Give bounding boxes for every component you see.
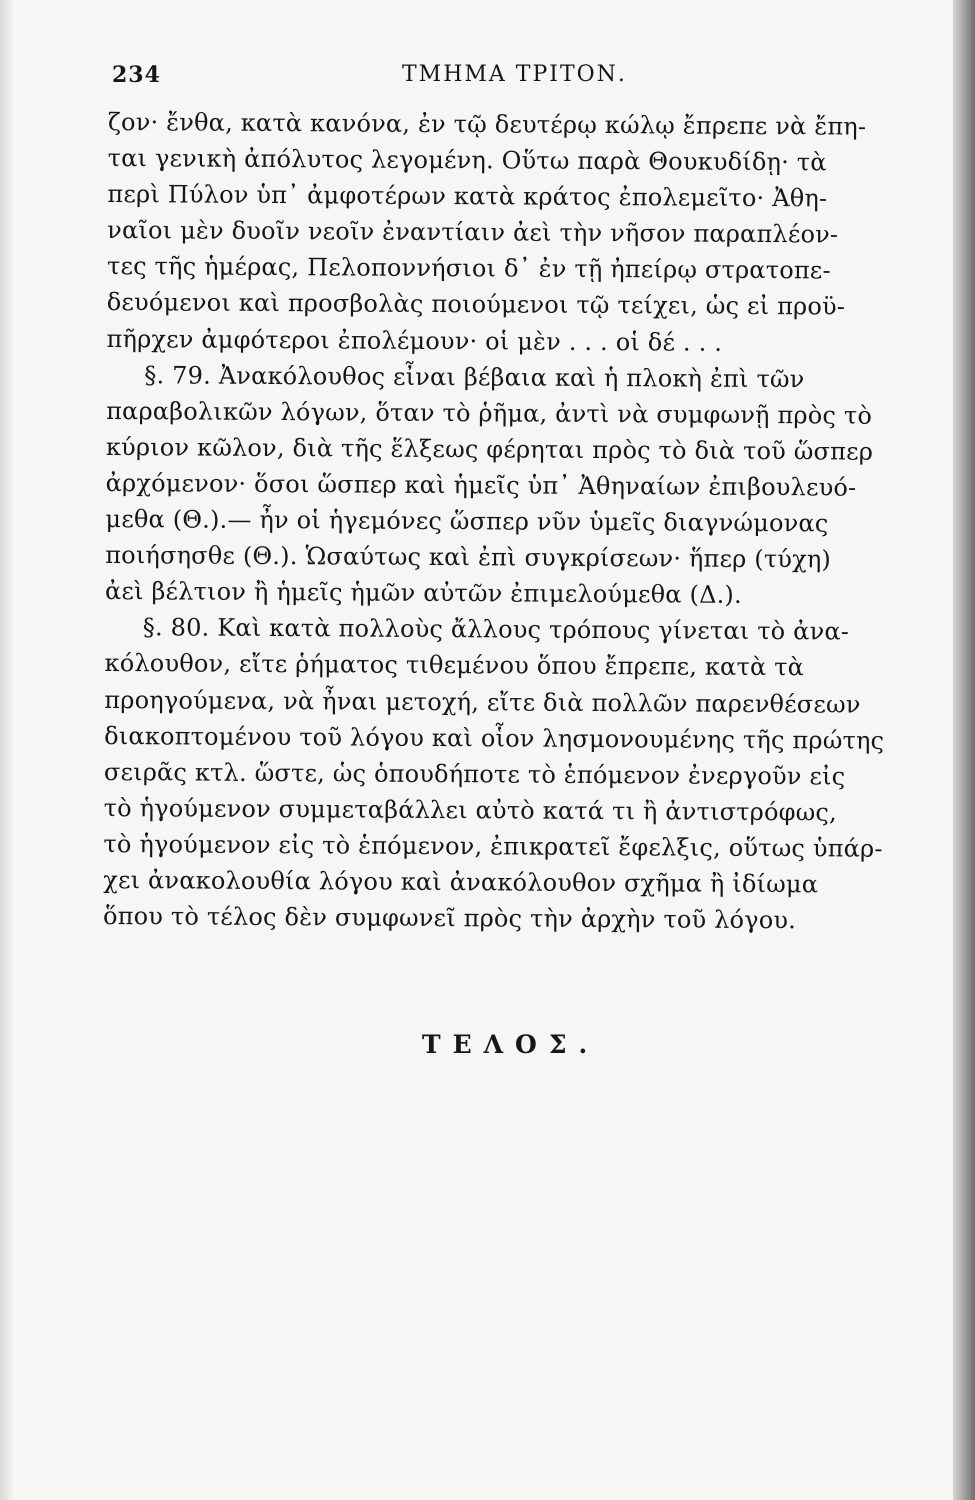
page-gutter-shadow	[0, 0, 14, 1500]
text-line: ἀεὶ βέλτιον ἢ ἡμεῖς ἡμῶν αὐτῶν ἐπιμελούμεθα (Δ.).	[104, 577, 742, 610]
body-text	[102, 104, 885, 939]
text-line: προηγούμενα, νὰ ἦναι μετοχή, εἴτε διὰ πολλῶν παρενθέσεων	[104, 685, 861, 719]
text-line: κόλουθον, εἴτε ῥήματος τιθεμένου ὅπου ἔπρεπε, κατὰ τὰ	[104, 649, 805, 682]
page-edge-shadow	[953, 0, 975, 1500]
text-line: δευόμενοι καὶ προσβολὰς ποιούμενοι τῷ τείχει, ὡς εἰ προϋ-	[106, 288, 846, 321]
text-line: ται γενικὴ ἀπόλυτος λεγομένη. Οὕτω παρὰ Θουκυδίδῃ· τὰ	[107, 144, 827, 177]
page-number: 234	[112, 62, 161, 88]
section-80-start: §. 80. Καὶ κατὰ πολλοὺς ἄλλους τρόπους γίνεται τὸ ἀνα-	[142, 613, 850, 646]
text-line: μεθα (Θ.).— ἦν οἱ ἡγεμόνες ὥσπερ νῦν ὑμεῖς διαγνώμονας	[105, 505, 829, 538]
text-line: ναῖοι μὲν δυοῖν νεοῖν ἐναντίαιν ἀεὶ τὴν νῆσον παραπλέον-	[107, 216, 839, 249]
text-line: ἀρχόμενον· ὅσοι ὥσπερ καὶ ἡμεῖς ὑπ᾽ Ἀθηναίων ἐπιβουλευό-	[105, 468, 857, 502]
text-line: τὸ ἡγούμενον εἰς τὸ ἑπόμενον, ἐπικρατεῖ ἔφελξις, οὕτως ὑπάρ-	[103, 829, 883, 863]
text-line: τες τῆς ἡμέρας, Πελοποννήσιοι δ᾽ ἐν τῇ ἠπείρῳ στρατοπε-	[106, 252, 831, 285]
text-line: χει ἀνακολουθία λόγου καὶ ἀνακόλουθον σχῆμα ἢ ἰδίωμα	[103, 865, 819, 899]
text-line: κύριον κῶλον, διὰ τῆς ἕλξεως φέρηται πρὸς τὸ διὰ τοῦ ὥσπερ	[105, 432, 874, 466]
end-mark: ΤΕΛΟΣ.	[422, 1030, 600, 1059]
text-line: ποιήσησθε (Θ.). Ὡσαύτως καὶ ἐπὶ συγκρίσεων· ἥπερ (τύχη)	[105, 541, 832, 574]
text-line: διακοπτομένου τοῦ λόγου καὶ οἷον λησμονουμένης τῆς πρώτης	[104, 721, 885, 755]
text-line: παραβολικῶν λόγων, ὅταν τὸ ῥῆμα, ἀντὶ νὰ συμφωνῇ πρὸς τὸ	[106, 396, 873, 430]
section-79-start: §. 79. Ἀνακόλουθος εἶναι βέβαια καὶ ἡ πλοκὴ ἐπὶ τῶν	[144, 360, 805, 393]
text-line: ὅπου τὸ τέλος δὲν συμφωνεῖ πρὸς τὴν ἀρχὴν τοῦ λόγου.	[102, 902, 797, 935]
page-header	[112, 62, 860, 96]
running-head: ΤΜΗΜΑ ΤΡΙΤΟΝ.	[402, 62, 627, 87]
text-line: περὶ Πύλον ὑπ᾽ ἀμφοτέρων κατὰ κράτος ἐπολεμεῖτο· Ἀθη-	[107, 180, 828, 213]
text-line: σειρᾶς κτλ. ὥστε, ὡς ὁπουδήποτε τὸ ἑπόμενον ἐνεργοῦν εἰς	[103, 757, 846, 791]
text-line: πῆρχεν ἀμφότεροι ἐπολέμουν· οἱ μὲν . . . οἱ δέ . . .	[106, 324, 723, 357]
text-line: ζον· ἔνθα, κατὰ κανόνα, ἐν τῷ δευτέρῳ κώλῳ ἔπρεπε νὰ ἔπη-	[107, 107, 867, 141]
text-line: τὸ ἡγούμενον συμμεταβάλλει αὐτὸ κατά τι ἢ ἀντιστρόφως,	[103, 793, 837, 827]
